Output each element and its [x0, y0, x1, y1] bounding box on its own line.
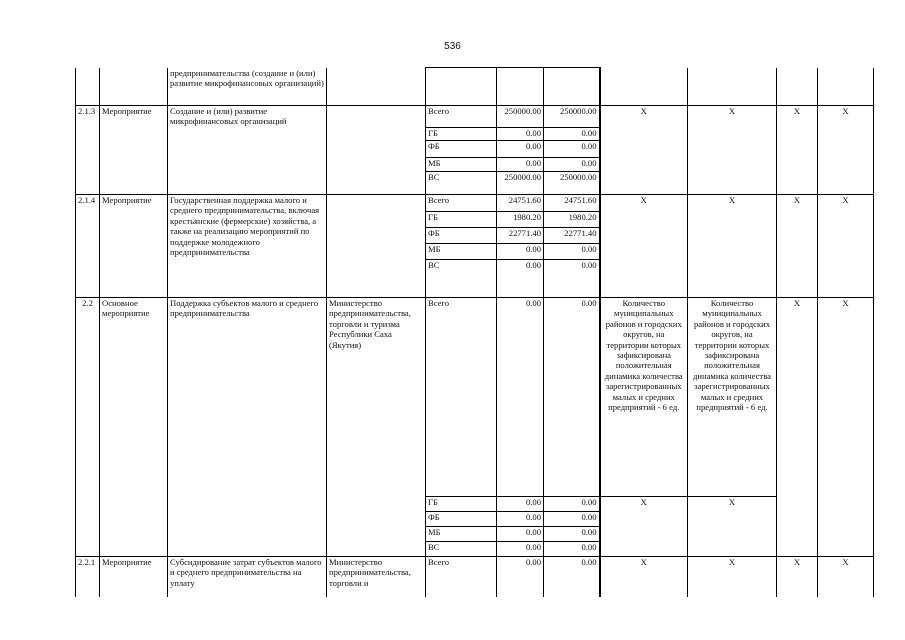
page-number: 536 [444, 41, 461, 52]
value-2: 22771.40 [544, 228, 600, 244]
value-1: 22771.40 [497, 228, 544, 244]
value-1: 24751.60 [497, 195, 544, 212]
value-2: 0.00 [544, 244, 600, 260]
value-2: 24751.60 [544, 195, 600, 212]
source-label: Всего [426, 298, 497, 497]
indicator-2: Х [688, 195, 777, 298]
value-2: 0.00 [544, 497, 600, 512]
row-executor: Министерство предпринимательства, торговли и туризма Республики Саха (Якутия) [327, 298, 426, 557]
value-1: 0.00 [497, 158, 544, 172]
indicator-2: Х [688, 106, 777, 195]
value-1: 0.00 [497, 512, 544, 527]
source-label: ВС [426, 542, 497, 557]
col-x-1: Х [777, 557, 818, 597]
table-row [76, 106, 874, 128]
value-2: 250000.00 [544, 172, 600, 195]
indicator-2: Количество муниципальных районов и городских округов, на территории которых зафиксирована положительная динамика количества зарегистрированных малых и средних предприятий - 6 ед. [688, 298, 777, 497]
indicator-1-gb: Х [600, 497, 688, 557]
value-1: 0.00 [497, 260, 544, 298]
source-label: ФБ [426, 228, 497, 244]
value-1: 0.00 [497, 244, 544, 260]
value-2: 1980.20 [544, 212, 600, 228]
value-1: 1980.20 [497, 212, 544, 228]
indicator-2-gb: Х [688, 497, 777, 557]
source-label: МБ [426, 527, 497, 542]
source-label: Всего [426, 195, 497, 212]
value-1: 250000.00 [497, 106, 544, 128]
program-table [75, 67, 874, 597]
source-label: ФБ [426, 512, 497, 527]
source-label: Всего [426, 557, 497, 597]
value-1: 250000.00 [497, 172, 544, 195]
value-2: 0.00 [544, 141, 600, 158]
value-1: 0.00 [497, 128, 544, 141]
value-2: 0.00 [544, 260, 600, 298]
value-2: 0.00 [544, 542, 600, 557]
value-1: 0.00 [497, 542, 544, 557]
row-name: Государственная поддержка малого и среднего предпринимательства, включая крестьянские (фермерские) хозяйства, а также на реализацию мероприятий по поддержке молодежного предпринимательства [168, 195, 327, 298]
table-row [76, 195, 874, 212]
col-x-1: Х [777, 195, 818, 298]
col-x-2: Х [818, 195, 874, 298]
row-executor: Министерство предпринимательства, торговли и [327, 557, 426, 597]
col-x-2: Х [818, 106, 874, 195]
col-x-2: Х [818, 557, 874, 597]
row-name: Создание и (или) развитие микрофинансовых организаций [168, 106, 327, 195]
source-label: МБ [426, 244, 497, 260]
row-type: Мероприятие [100, 195, 168, 298]
row-executor [327, 106, 426, 195]
indicator-1: Х [600, 557, 688, 597]
table-row [76, 68, 874, 106]
col-x-1: Х [777, 106, 818, 195]
value-2: 0.00 [544, 557, 600, 597]
indicator-2: Х [688, 557, 777, 597]
table-row [76, 557, 874, 597]
value-1: 0.00 [497, 557, 544, 597]
source-label: ГБ [426, 212, 497, 228]
row-name: Субсидирование затрат субъектов малого и среднего предпринимательства на уплату [168, 557, 327, 597]
value-2: 0.00 [544, 298, 600, 497]
col-x-1: Х [777, 298, 818, 557]
value-1: 0.00 [497, 497, 544, 512]
source-label: Всего [426, 106, 497, 128]
indicator-1: Х [600, 106, 688, 195]
source-label: ВС [426, 172, 497, 195]
source-label: МБ [426, 158, 497, 172]
value-1: 0.00 [497, 527, 544, 542]
source-label: ГБ [426, 128, 497, 141]
value-2: 250000.00 [544, 106, 600, 128]
table-row [76, 298, 874, 497]
source-label: ГБ [426, 497, 497, 512]
row-executor [327, 195, 426, 298]
row-type: Мероприятие [100, 557, 168, 597]
row-code: 2.2 [76, 298, 100, 557]
row-type: Мероприятие [100, 106, 168, 195]
row-name: Поддержка субъектов малого и среднего предпринимательства [168, 298, 327, 557]
value-1: 0.00 [497, 141, 544, 158]
row-code: 2.1.4 [76, 195, 100, 298]
indicator-1: Х [600, 195, 688, 298]
value-2: 0.00 [544, 128, 600, 141]
source-label: ВС [426, 260, 497, 298]
row-type: Основное мероприятие [100, 298, 168, 557]
col-x-2: Х [818, 298, 874, 557]
value-2: 0.00 [544, 158, 600, 172]
value-1: 0.00 [497, 298, 544, 497]
row-code: 2.1.3 [76, 106, 100, 195]
value-2: 0.00 [544, 527, 600, 542]
row-code: 2.2.1 [76, 557, 100, 597]
source-label: ФБ [426, 141, 497, 158]
value-2: 0.00 [544, 512, 600, 527]
indicator-1: Количество муниципальных районов и городских округов, на территории которых зафиксирована положительная динамика количества зарегистрированных малых и средних предприятий - 6 ед. [600, 298, 688, 497]
fragment-name: предпринимательства (создание и (или) развитие микрофинансовых организаций) [168, 68, 327, 106]
